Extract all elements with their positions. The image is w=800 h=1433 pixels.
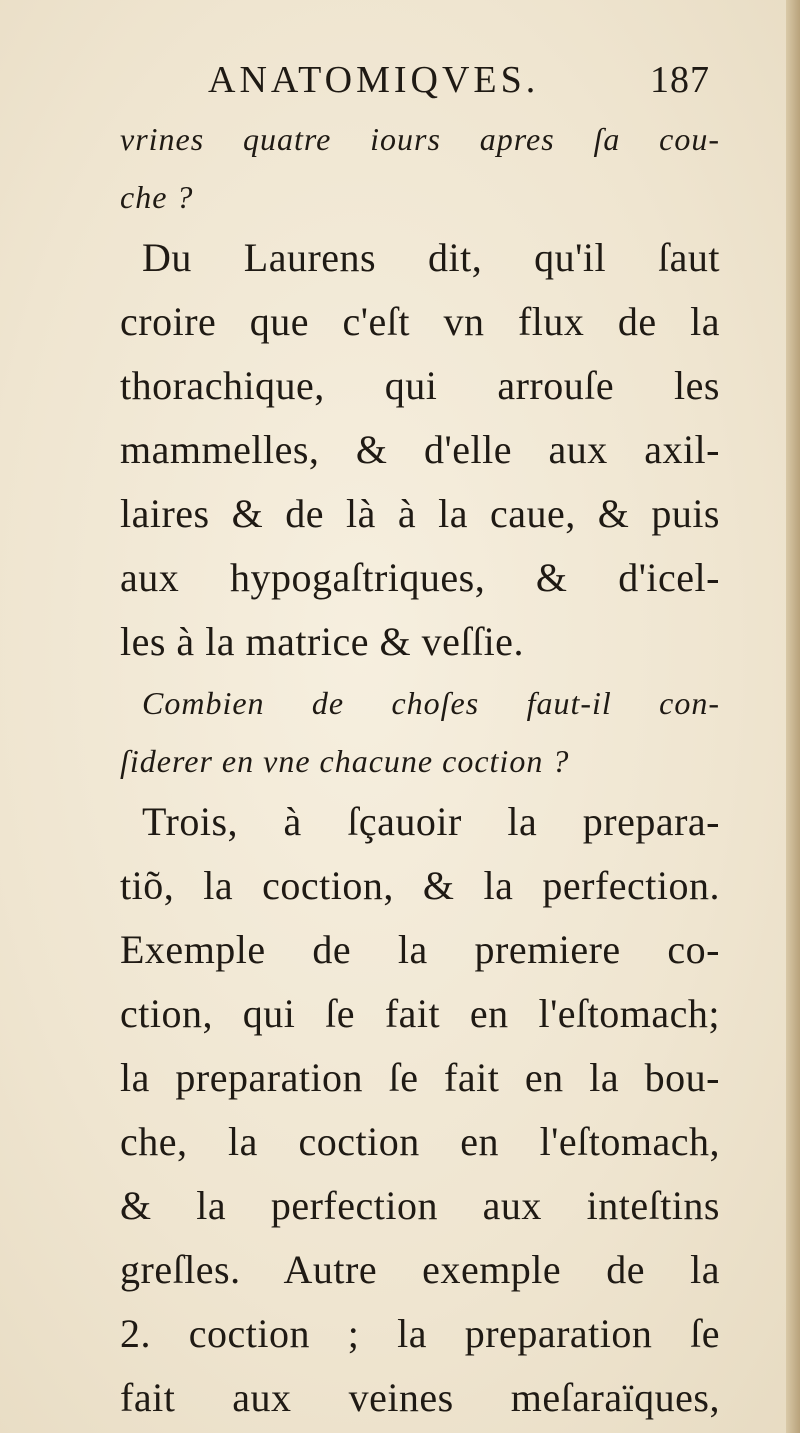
question-2 [120,674,720,790]
text-line: thorachique, qui arrouſe les [120,363,720,408]
text-line: che ? [120,179,194,215]
answer-1 [120,226,720,674]
text-line: Du Laurens dit, qu'il ſaut [142,235,720,280]
text-line: vrines quatre iours apres ſa cou- [120,121,720,157]
text-block [120,40,720,1430]
text-line: fait aux veines meſaraïques, [120,1375,720,1420]
answer-2 [120,790,720,1430]
text-line: la preparation ſe fait en la bou- [120,1055,720,1100]
question-1 [120,110,720,226]
text-line: les à la matrice & veſſie. [120,619,524,664]
text-line: ction, qui ſe fait en l'eſtomach; [120,991,720,1036]
text-line: Trois, à ſçauoir la prepara- [142,799,720,844]
text-line: mammelles, & d'elle aux axil- [120,427,720,472]
page-edge [786,0,800,1433]
text-line: & la perfection aux inteſtins [120,1183,720,1228]
text-line: croire que c'eſt vn flux de la [120,299,720,344]
text-line: Combien de choſes faut-il con- [142,685,720,721]
text-line: tiõ, la coction, & la perfection. [120,863,720,908]
text-line: laires & de là à la caue, & puis [120,491,720,536]
text-line: Exemple de la premiere co- [120,927,720,972]
text-line: ſiderer en vne chacune coction ? [120,743,570,779]
text-line: 2. coction ; la preparation ſe [120,1311,720,1356]
page-number: 187 [650,59,710,101]
running-title: ANATOMIQVES. [208,59,540,101]
text-line: greſles. Autre exemple de la [120,1247,720,1292]
text-line: che, la coction en l'eſtomach, [120,1119,720,1164]
text-line: aux hypogaſtriques, & d'icel- [120,555,720,600]
running-head [120,40,720,110]
